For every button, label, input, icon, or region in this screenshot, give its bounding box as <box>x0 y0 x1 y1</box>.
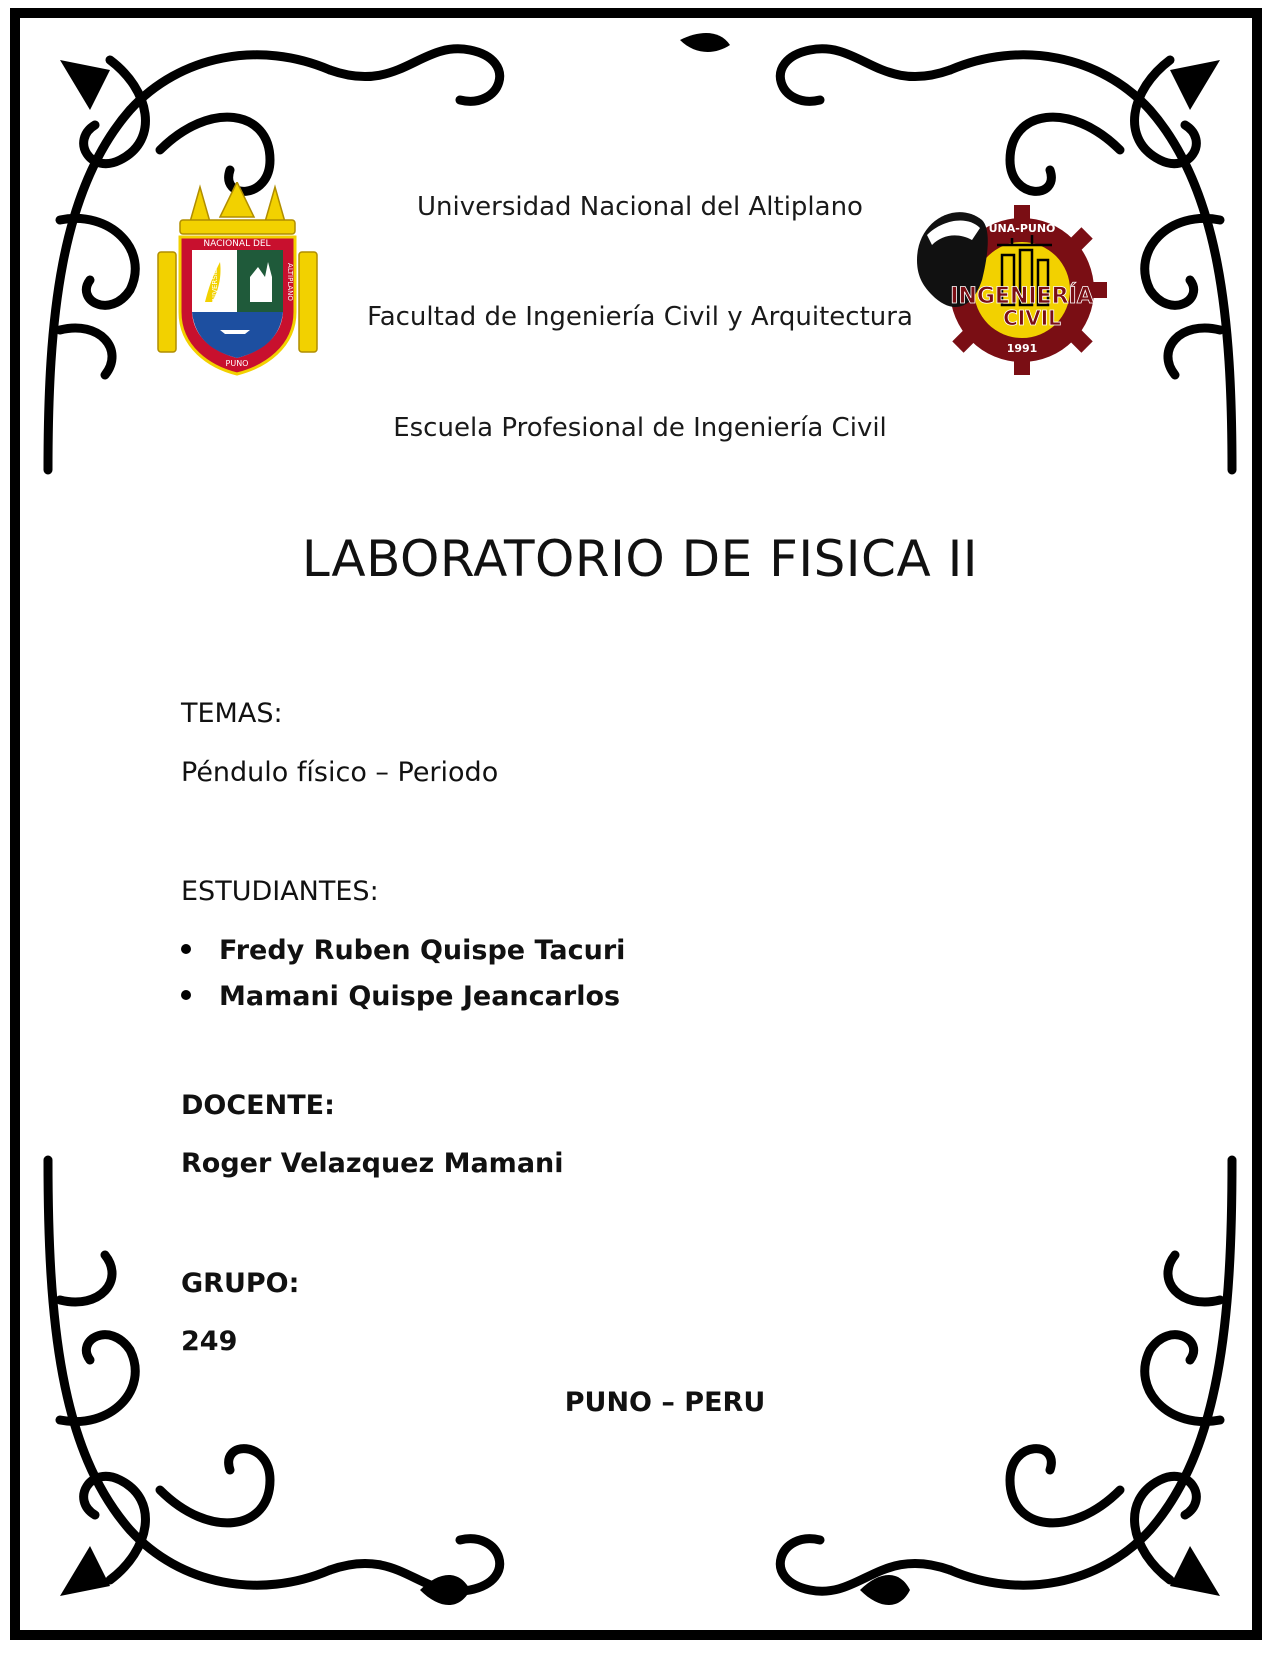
crest-left-text: UNIVERSIDAD <box>211 257 219 307</box>
grupo-value: 249 <box>181 1326 238 1357</box>
student-item <box>181 935 625 966</box>
student-name: Fredy Ruben Quispe Tacuri <box>219 935 626 966</box>
bullet-icon <box>181 944 191 954</box>
temas-label: TEMAS: <box>181 698 283 729</box>
gear-line1-text: INGENIERÍA <box>950 284 1094 309</box>
gear-line2-text: CIVIL <box>1003 306 1061 330</box>
temas-value: Péndulo físico – Periodo <box>181 757 499 788</box>
faculty-name: Facultad de Ingeniería Civil y Arquitectura <box>367 302 913 332</box>
student-name: Mamani Quispe Jeancarlos <box>219 981 621 1012</box>
crest-top-text: NACIONAL DEL <box>203 239 271 249</box>
docente-value: Roger Velazquez Mamani <box>181 1148 564 1179</box>
estudiantes-label: ESTUDIANTES: <box>181 876 379 907</box>
gear-top-text: UNA-PUNO <box>988 222 1056 235</box>
student-item <box>181 981 620 1012</box>
grupo-label: GRUPO: <box>181 1268 300 1299</box>
crest-bottom-text: PUNO <box>225 359 249 368</box>
civil-engineering-logo <box>912 200 1112 380</box>
location: PUNO – PERU <box>564 1387 766 1418</box>
bullet-icon <box>181 990 191 1000</box>
gear-year-text: 1991 <box>1006 342 1038 355</box>
school-name: Escuela Profesional de Ingeniería Civil <box>393 413 887 443</box>
university-name: Universidad Nacional del Altiplano <box>417 192 863 222</box>
crest-right-text: ALTIPLANO <box>286 263 294 301</box>
docente-label: DOCENTE: <box>181 1090 335 1121</box>
document-title: LABORATORIO DE FISICA II <box>301 530 979 588</box>
